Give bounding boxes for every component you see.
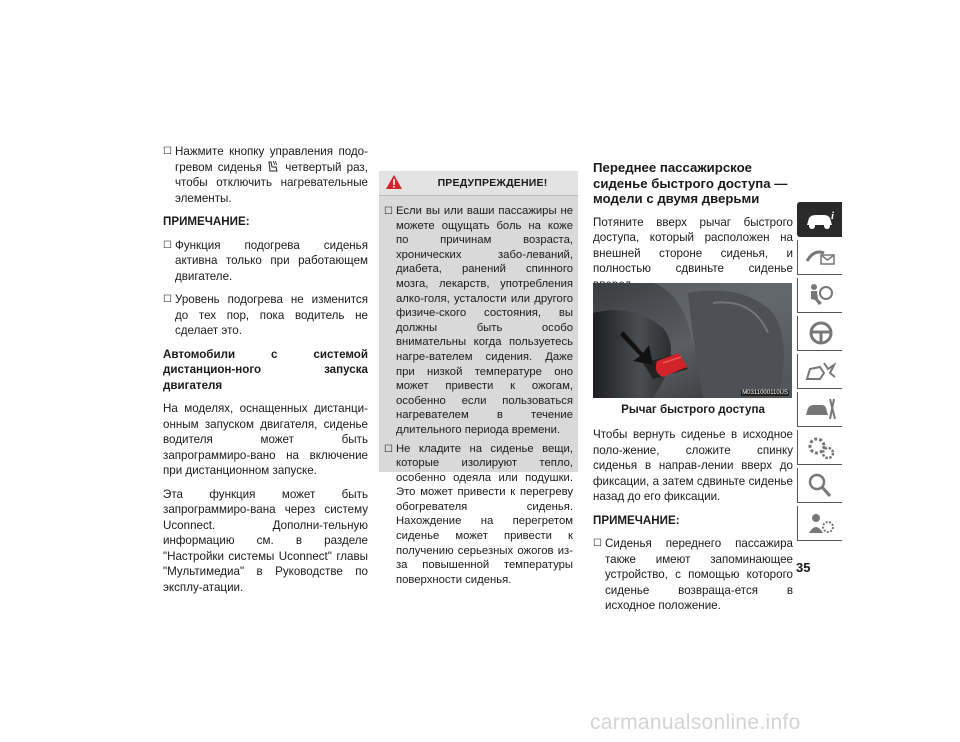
section-heading: Переднее пассажирское сиденье быстрого доступа — модели с двумя дверьми: [593, 160, 788, 206]
right-column: [593, 160, 793, 300]
watermark[interactable]: carmanualsonline.info: [590, 711, 801, 734]
image-code: M0311000110US: [742, 390, 788, 396]
chapter-tabs: [797, 202, 842, 544]
car-tools-icon: [804, 395, 838, 423]
right-column-lower: [593, 427, 793, 622]
checkbox-bullet-icon: ☐: [163, 239, 172, 251]
left-column: [163, 144, 368, 603]
warning-text: Если вы или ваши пассажиры не можете ощущать боль на коже по причинам возраста, хронических забо-леваний, диабета, ранений спинного мозга, лекарств, употребления алко-голя, усталости или другого физиче-ского состояния, вы должны быть особо внимательны когда пользуетесь нагре-вателем сидения. Даже при низкой температуре оно может привести к ожогам, особенно если пользоваться нагревателем в течение длительного периода времени.: [396, 205, 573, 436]
magnifier-icon: [804, 471, 838, 499]
bullet-text-end: четвертый раз, чтобы отключить нагревательные элементы.: [175, 160, 368, 205]
section-heading: Автомобили с системой дистанцион-ного запуска двигателя: [163, 347, 368, 392]
page-number: 35: [796, 560, 811, 575]
warning-text: Не кладите на сиденье вещи, которые изолируют тепло, особенно одеяла или подушки. Это может привести к перегреву обогревателя сиденья. Нахождение на перегретом сиденье может привести к получению серьезных ожогов из-за повышенной температуры поверхности сиденья.: [396, 442, 573, 586]
tab-dashboard-mail[interactable]: [797, 240, 842, 275]
list-item: [384, 442, 573, 588]
checkbox-bullet-icon: ☐: [384, 206, 393, 217]
tab-car-tools[interactable]: [797, 392, 842, 427]
checkbox-bullet-icon: ☐: [384, 443, 393, 455]
note-text: Функция подогрева сиденья активна только при работающем двигателе.: [175, 238, 368, 283]
note-text: Сиденья переднего пассажира также имеют запоминающее устройство, с помощью которого сиденье возвраща-ется в исходное положение.: [605, 537, 793, 612]
airbag-person-icon: [804, 281, 838, 309]
warning-title: ПРЕДУПРЕЖДЕНИЕ!: [437, 177, 548, 189]
list-item: [384, 204, 573, 438]
list-item: [593, 536, 793, 614]
car-info-icon: [804, 205, 838, 233]
settings-person-icon: [804, 509, 838, 537]
warning-header: [379, 171, 578, 196]
dashboard-mail-icon: [804, 243, 838, 271]
note-text: Уровень подогрева не изменится до тех пор, пока водитель не сделает это.: [175, 293, 368, 337]
paragraph: Потяните вверх рычаг быстрого доступа, который расположен на внешней стороне сиденья, и полностью сдвиньте сиденье: [593, 215, 793, 275]
paragraph: Чтобы вернуть сиденье в исходное поло-жение, сложите спинку сиденья в направ-лении вверх до фиксации, а затем сдвиньте сиденье назад до его фиксации.: [593, 428, 793, 503]
car-crash-icon: [804, 357, 838, 385]
tab-steering-wheel[interactable]: [797, 316, 842, 351]
tab-search[interactable]: [797, 468, 842, 503]
paragraph: На моделях, оснащенных дистанци-онным запуском двигателя, сиденье водителя может быть запрограммиро-вано на включение при дистанционном запуске.: [163, 402, 368, 477]
tab-airbag-person[interactable]: [797, 278, 842, 313]
gears-icon: [804, 433, 838, 461]
note-heading: ПРИМЕЧАНИЕ:: [163, 215, 250, 228]
bullet-text-start: Нажмите кнопку управления подо-гревом сиденья: [175, 145, 368, 174]
paragraph: Эта функция может быть запрограммиро-вана через систему Uconnect. Дополни-тельную информацию см. в разделе "Настройки системы Uconnect" главы "Мультимедиа" в Руководстве по эксплу-атации.: [163, 487, 368, 594]
warning-body: [379, 196, 578, 587]
checkbox-bullet-icon: ☐: [163, 146, 172, 157]
seat-lever-photo: [593, 283, 792, 398]
tab-car-info[interactable]: [797, 202, 842, 237]
tab-car-crash[interactable]: [797, 354, 842, 389]
steering-wheel-icon: [804, 319, 838, 347]
checkbox-bullet-icon: ☐: [163, 294, 172, 305]
checkbox-bullet-icon: ☐: [593, 538, 602, 549]
tab-gears[interactable]: [797, 430, 842, 465]
warning-box: [379, 171, 578, 586]
tab-settings-person[interactable]: [797, 506, 842, 541]
seat-heater-icon: [267, 161, 280, 173]
list-item: [163, 292, 368, 339]
list-item: [163, 238, 368, 285]
seat-photo-image: [593, 283, 792, 398]
svg-text:i: i: [831, 210, 835, 222]
warning-triangle-icon: [385, 174, 403, 190]
note-heading: ПРИМЕЧАНИЕ:: [593, 513, 680, 527]
list-item: [163, 144, 368, 206]
image-caption: Рычаг быстрого доступа: [621, 403, 765, 416]
